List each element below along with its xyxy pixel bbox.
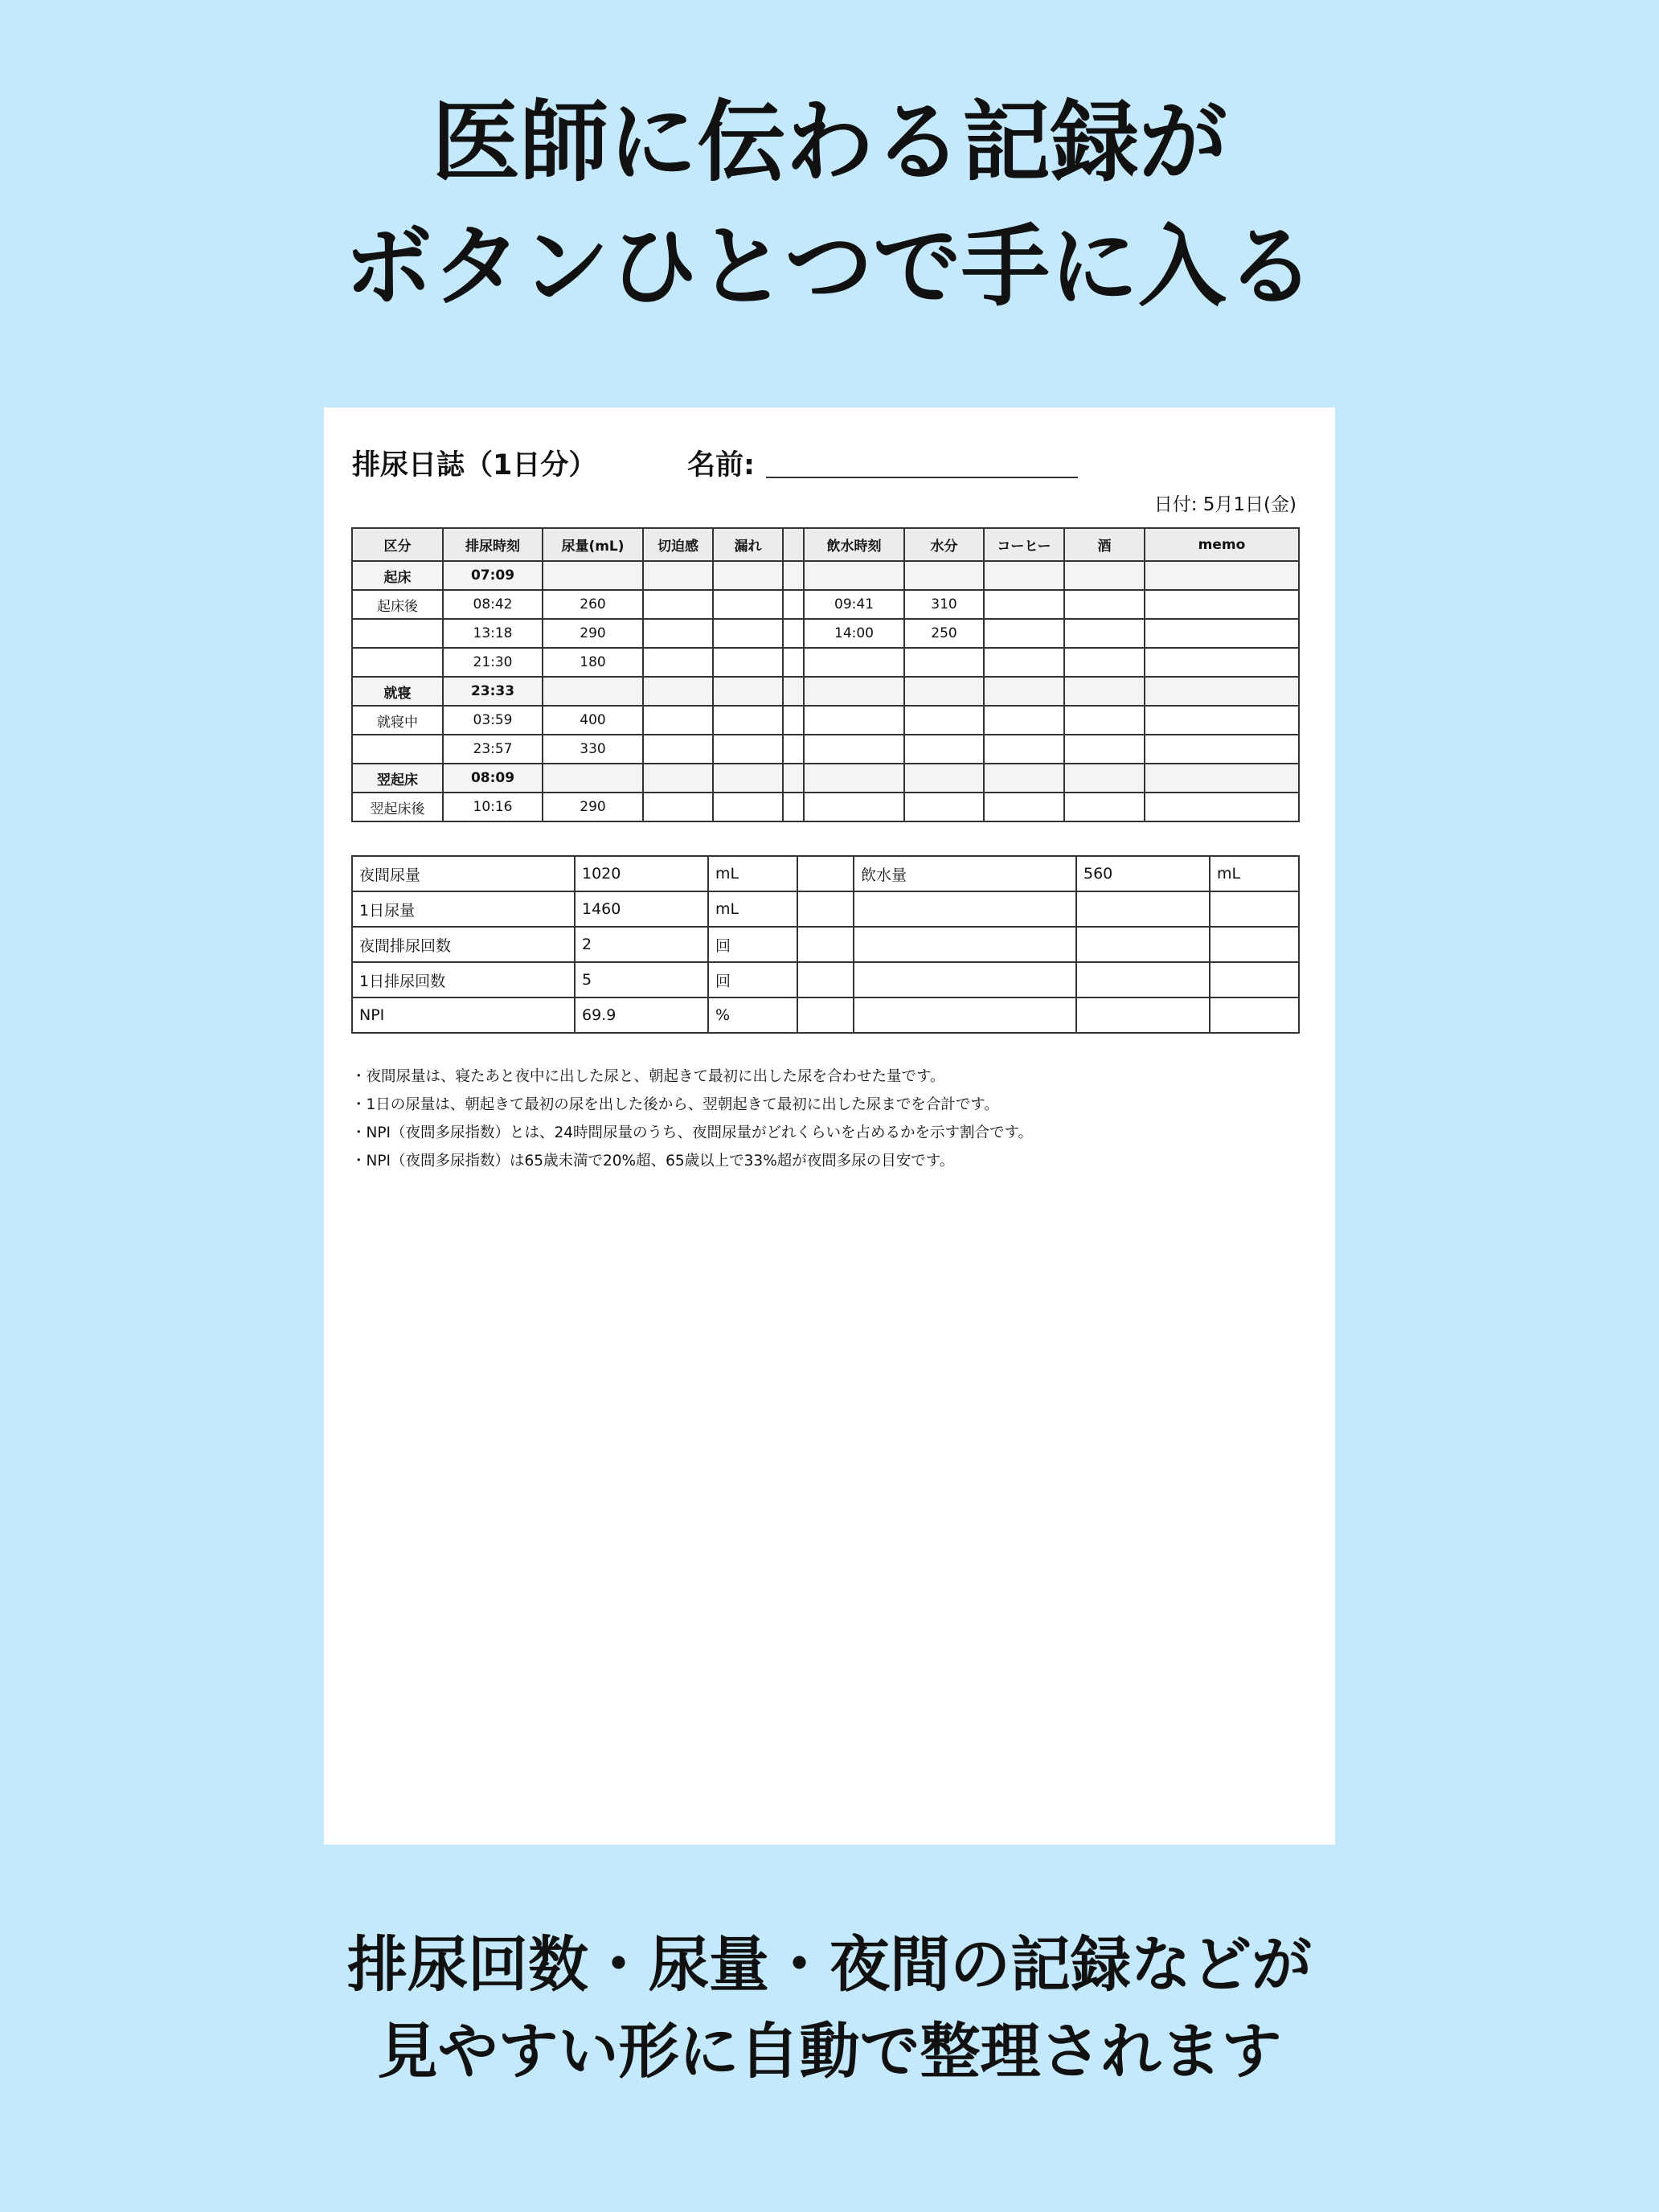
summary-cell bbox=[854, 891, 1076, 927]
log-cell bbox=[984, 590, 1064, 619]
summary-cell bbox=[854, 997, 1076, 1033]
subline-line-1: 排尿回数・尿量・夜間の記録などが bbox=[346, 1929, 1312, 2000]
summary-cell: mL bbox=[708, 856, 797, 891]
log-cell bbox=[1064, 590, 1145, 619]
log-cell bbox=[713, 735, 783, 764]
log-header-cell: 酒 bbox=[1064, 528, 1145, 561]
summary-cell bbox=[1076, 927, 1210, 962]
table-row bbox=[352, 962, 1299, 997]
log-cell: 21:30 bbox=[443, 648, 543, 677]
log-cell: 310 bbox=[904, 590, 984, 619]
log-cell bbox=[643, 764, 713, 793]
summary-cell bbox=[1210, 962, 1299, 997]
log-cell bbox=[984, 677, 1064, 706]
log-cell bbox=[804, 735, 904, 764]
log-cell bbox=[804, 764, 904, 793]
log-cell bbox=[783, 793, 804, 821]
log-cell bbox=[804, 793, 904, 821]
log-cell bbox=[643, 793, 713, 821]
log-cell bbox=[984, 561, 1064, 590]
log-cell: 翌起床後 bbox=[352, 793, 443, 821]
table-row bbox=[352, 927, 1299, 962]
log-header-cell: 切迫感 bbox=[643, 528, 713, 561]
log-cell: 起床 bbox=[352, 561, 443, 590]
log-cell bbox=[904, 735, 984, 764]
table-row bbox=[352, 619, 1299, 648]
log-cell bbox=[1145, 735, 1299, 764]
headline-line-1: 医師に伝わる記録が bbox=[432, 91, 1227, 194]
log-body bbox=[352, 561, 1299, 821]
summary-cell: 5 bbox=[575, 962, 708, 997]
log-cell bbox=[804, 706, 904, 735]
summary-cell bbox=[854, 962, 1076, 997]
log-cell bbox=[713, 590, 783, 619]
log-cell bbox=[352, 735, 443, 764]
log-cell bbox=[904, 561, 984, 590]
summary-cell: 飲水量 bbox=[854, 856, 1076, 891]
summary-cell: mL bbox=[708, 891, 797, 927]
table-row bbox=[352, 561, 1299, 590]
log-cell bbox=[713, 764, 783, 793]
log-cell: 起床後 bbox=[352, 590, 443, 619]
summary-cell bbox=[1210, 927, 1299, 962]
log-cell: 就寝中 bbox=[352, 706, 443, 735]
log-cell bbox=[783, 619, 804, 648]
log-cell: 400 bbox=[543, 706, 643, 735]
log-header-cell: 水分 bbox=[904, 528, 984, 561]
log-cell bbox=[643, 619, 713, 648]
date-label: 日付: 5月1日(金) bbox=[1153, 494, 1296, 515]
log-cell bbox=[984, 764, 1064, 793]
log-cell bbox=[643, 735, 713, 764]
summary-cell bbox=[797, 962, 854, 997]
log-cell bbox=[543, 764, 643, 793]
log-cell bbox=[713, 561, 783, 590]
note-line: ・1日の尿量は、朝起きて最初の尿を出した後から、翌朝起きて最初に出した尿までを合計です。 bbox=[351, 1096, 999, 1113]
subline-line-2: 見やすい形に自動で整理されます bbox=[377, 2016, 1282, 2087]
log-cell: 330 bbox=[543, 735, 643, 764]
summary-cell: 69.9 bbox=[575, 997, 708, 1033]
log-cell bbox=[783, 764, 804, 793]
log-header-cell: 尿量(mL) bbox=[543, 528, 643, 561]
name-label: 名前: bbox=[687, 449, 755, 481]
summary-cell: 560 bbox=[1076, 856, 1210, 891]
log-cell bbox=[1064, 735, 1145, 764]
summary-cell bbox=[854, 927, 1076, 962]
log-cell bbox=[904, 677, 984, 706]
subline bbox=[0, 1921, 1659, 2095]
summary-cell bbox=[1210, 891, 1299, 927]
log-cell: 290 bbox=[543, 619, 643, 648]
log-cell bbox=[713, 706, 783, 735]
log-cell bbox=[904, 648, 984, 677]
table-row bbox=[352, 891, 1299, 927]
summary-cell bbox=[1076, 997, 1210, 1033]
log-header-cell: memo bbox=[1145, 528, 1299, 561]
table-row bbox=[352, 590, 1299, 619]
log-cell bbox=[543, 561, 643, 590]
log-cell bbox=[783, 706, 804, 735]
log-cell: 08:42 bbox=[443, 590, 543, 619]
log-header-cell: 区分 bbox=[352, 528, 443, 561]
log-cell bbox=[804, 677, 904, 706]
log-cell: 14:00 bbox=[804, 619, 904, 648]
summary-cell bbox=[797, 856, 854, 891]
log-header-cell bbox=[783, 528, 804, 561]
log-cell: 就寝 bbox=[352, 677, 443, 706]
notes bbox=[351, 1063, 1033, 1175]
sheet-title: 排尿日誌（1日分） bbox=[352, 449, 597, 481]
log-cell bbox=[1064, 764, 1145, 793]
summary-cell: 1日排尿回数 bbox=[352, 962, 575, 997]
log-header-cell: コーヒー bbox=[984, 528, 1064, 561]
summary-cell bbox=[1076, 891, 1210, 927]
log-cell bbox=[1145, 706, 1299, 735]
log-cell bbox=[783, 648, 804, 677]
log-cell: 290 bbox=[543, 793, 643, 821]
log-cell bbox=[352, 619, 443, 648]
log-cell: 10:16 bbox=[443, 793, 543, 821]
log-header-cell: 排尿時刻 bbox=[443, 528, 543, 561]
summary-table bbox=[351, 855, 1300, 1034]
note-line: ・NPI（夜間多尿指数）とは、24時間尿量のうち、夜間尿量がどれくらいを占めるかを示す割合です。 bbox=[351, 1124, 1034, 1141]
log-cell: 180 bbox=[543, 648, 643, 677]
log-cell bbox=[984, 619, 1064, 648]
log-cell bbox=[713, 793, 783, 821]
summary-cell: 1日尿量 bbox=[352, 891, 575, 927]
log-header-cell: 漏れ bbox=[713, 528, 783, 561]
log-cell bbox=[804, 648, 904, 677]
log-cell bbox=[643, 648, 713, 677]
log-header-cell: 飲水時刻 bbox=[804, 528, 904, 561]
log-cell bbox=[543, 677, 643, 706]
log-cell bbox=[984, 735, 1064, 764]
log-cell: 23:33 bbox=[443, 677, 543, 706]
log-cell bbox=[783, 677, 804, 706]
log-cell: 03:59 bbox=[443, 706, 543, 735]
log-cell bbox=[1064, 706, 1145, 735]
table-row bbox=[352, 735, 1299, 764]
log-cell: 13:18 bbox=[443, 619, 543, 648]
headline-line-2: ボタンひとつで手に入る bbox=[344, 215, 1315, 318]
log-cell bbox=[643, 706, 713, 735]
log-cell bbox=[1145, 590, 1299, 619]
log-cell bbox=[713, 677, 783, 706]
summary-cell bbox=[797, 927, 854, 962]
log-cell bbox=[804, 561, 904, 590]
summary-cell: 1020 bbox=[575, 856, 708, 891]
log-cell bbox=[1145, 764, 1299, 793]
log-cell: 23:57 bbox=[443, 735, 543, 764]
table-row bbox=[352, 764, 1299, 793]
table-row bbox=[352, 793, 1299, 821]
urination-diary-sheet bbox=[324, 408, 1335, 1845]
log-cell bbox=[1064, 648, 1145, 677]
summary-cell: 夜間尿量 bbox=[352, 856, 575, 891]
log-cell bbox=[984, 793, 1064, 821]
log-cell bbox=[1064, 793, 1145, 821]
summary-cell: 回 bbox=[708, 962, 797, 997]
summary-cell bbox=[1210, 997, 1299, 1033]
log-cell bbox=[984, 648, 1064, 677]
table-row bbox=[352, 706, 1299, 735]
log-cell bbox=[1145, 793, 1299, 821]
log-cell: 250 bbox=[904, 619, 984, 648]
log-cell bbox=[783, 590, 804, 619]
log-cell bbox=[1064, 677, 1145, 706]
log-cell bbox=[904, 706, 984, 735]
name-underline bbox=[766, 477, 1078, 478]
note-line: ・夜間尿量は、寝たあと夜中に出した尿と、朝起きて最初に出した尿を合わせた量です。 bbox=[351, 1068, 945, 1085]
log-cell bbox=[1145, 677, 1299, 706]
log-cell bbox=[713, 648, 783, 677]
summary-cell: 回 bbox=[708, 927, 797, 962]
log-cell bbox=[352, 648, 443, 677]
urination-log-table bbox=[351, 527, 1300, 822]
log-cell bbox=[783, 735, 804, 764]
log-cell bbox=[643, 677, 713, 706]
log-header-row bbox=[352, 528, 1299, 561]
log-cell bbox=[783, 561, 804, 590]
note-line: ・NPI（夜間多尿指数）は65歳未満で20%超、65歳以上で33%超が夜間多尿の目安です。 bbox=[351, 1153, 955, 1169]
log-cell bbox=[1064, 561, 1145, 590]
summary-cell bbox=[797, 891, 854, 927]
summary-cell: % bbox=[708, 997, 797, 1033]
summary-cell bbox=[797, 997, 854, 1033]
log-cell bbox=[904, 764, 984, 793]
log-cell bbox=[1145, 648, 1299, 677]
log-cell: 08:09 bbox=[443, 764, 543, 793]
table-row bbox=[352, 648, 1299, 677]
summary-body bbox=[352, 856, 1299, 1033]
log-cell bbox=[1064, 619, 1145, 648]
log-cell: 07:09 bbox=[443, 561, 543, 590]
summary-cell: NPI bbox=[352, 997, 575, 1033]
summary-cell: 夜間排尿回数 bbox=[352, 927, 575, 962]
table-row bbox=[352, 677, 1299, 706]
summary-cell bbox=[1076, 962, 1210, 997]
summary-cell: 2 bbox=[575, 927, 708, 962]
summary-cell: 1460 bbox=[575, 891, 708, 927]
log-cell bbox=[1145, 619, 1299, 648]
log-cell: 09:41 bbox=[804, 590, 904, 619]
table-row bbox=[352, 856, 1299, 891]
log-cell bbox=[643, 590, 713, 619]
log-cell: 翌起床 bbox=[352, 764, 443, 793]
table-row bbox=[352, 997, 1299, 1033]
log-cell bbox=[984, 706, 1064, 735]
headline bbox=[0, 80, 1659, 330]
log-cell: 260 bbox=[543, 590, 643, 619]
log-cell bbox=[904, 793, 984, 821]
log-cell bbox=[643, 561, 713, 590]
log-cell bbox=[1145, 561, 1299, 590]
log-cell bbox=[713, 619, 783, 648]
summary-cell: mL bbox=[1210, 856, 1299, 891]
